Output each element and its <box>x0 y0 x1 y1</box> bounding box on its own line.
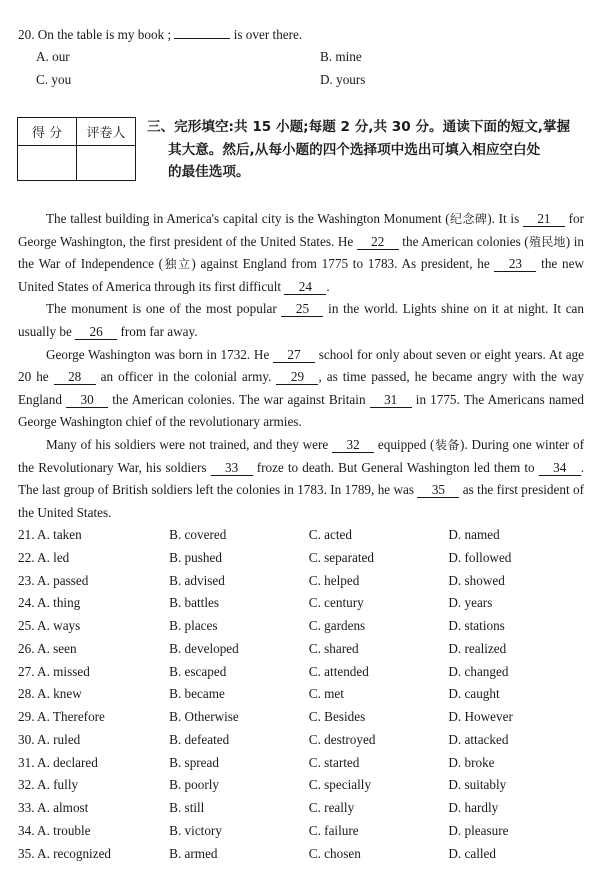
passage-text: from far away. <box>117 323 198 339</box>
options-row <box>18 69 588 91</box>
passage-text: the American colonies. The war against Britain <box>108 391 370 407</box>
option-d[interactable]: D. yours <box>320 72 366 87</box>
instruction-line: 其大意。然后,从每小题的四个选择项中选出可填入相应空白处 <box>168 141 541 158</box>
answer-option-b[interactable]: B. armed <box>169 845 218 861</box>
passage-paragraph <box>18 344 584 434</box>
answer-row <box>18 524 588 547</box>
answer-row <box>18 820 588 843</box>
blank-34[interactable]: 34 <box>539 460 581 476</box>
answer-row <box>18 729 588 752</box>
answer-option-a[interactable]: 34. A. trouble <box>18 822 91 838</box>
answer-option-d[interactable]: D. named <box>448 527 500 542</box>
passage-text: ) in the War of Independence ( <box>18 233 584 272</box>
passage-text: in the world. Lights shine on it at night. It can usually be <box>18 301 585 339</box>
grader-field[interactable] <box>77 146 136 181</box>
blank-24[interactable]: 24 <box>284 279 326 295</box>
grader-label: 评卷人 <box>77 118 136 146</box>
passage-text: froze to death. But General Washington led them to <box>252 459 539 475</box>
answer-row <box>18 843 588 866</box>
answer-option-c[interactable]: C. failure <box>308 822 359 838</box>
answer-option-b[interactable]: B. places <box>169 618 218 633</box>
answer-option-d[interactable]: D. years <box>448 595 493 611</box>
answer-option-a[interactable]: 24. A. thing <box>18 595 81 611</box>
stem-text: is over there. <box>233 27 303 42</box>
answer-option-a[interactable]: 21. A. taken <box>18 527 82 542</box>
answer-option-c[interactable]: C. shared <box>308 640 359 656</box>
passage-text: George Washington was born in 1732. He <box>46 346 274 362</box>
cloze-passage <box>18 208 584 524</box>
blank-26[interactable]: 26 <box>75 324 117 340</box>
question-20 <box>18 24 588 91</box>
blank-27[interactable]: 27 <box>273 347 315 363</box>
answer-option-d[interactable]: D. suitably <box>448 777 507 793</box>
answer-option-b[interactable]: B. covered <box>169 527 227 542</box>
answer-option-d[interactable]: D. stations <box>448 618 505 633</box>
answer-option-a[interactable]: 28. A. knew <box>18 686 82 702</box>
answer-option-d[interactable]: D. followed <box>448 549 512 565</box>
passage-text: ). It is <box>487 211 523 226</box>
answer-option-d[interactable]: D. attacked <box>448 731 509 747</box>
passage-text: equipped ( <box>374 436 435 452</box>
answer-option-b[interactable]: B. Otherwise <box>169 709 239 724</box>
options-row <box>18 46 588 68</box>
passage-paragraph <box>18 434 584 524</box>
answer-option-c[interactable]: C. specially <box>308 777 372 793</box>
answer-option-d[interactable]: D. showed <box>448 572 505 588</box>
passage-text: in 1775. The Americans named George Washington chief of the revolutionary armies. <box>18 391 584 430</box>
passage-paragraph <box>18 208 584 298</box>
answer-row <box>18 683 588 706</box>
score-box <box>17 117 136 181</box>
blank-22[interactable]: 22 <box>357 234 399 250</box>
section-instructions <box>147 116 587 184</box>
answer-blank[interactable] <box>174 24 230 39</box>
passage-text: . The last group of British soldiers left the colonies in 1783. In 1789, he was <box>18 459 584 498</box>
answer-option-d[interactable]: D. called <box>448 845 496 861</box>
answer-option-c[interactable]: C. Besides <box>308 709 366 724</box>
chinese-gloss: 纪念碑 <box>449 212 488 226</box>
answer-option-d[interactable]: D. changed <box>448 663 509 679</box>
answer-option-c[interactable]: C. helped <box>308 572 360 588</box>
answer-option-b[interactable]: B. became <box>169 686 225 702</box>
passage-text: The monument is one of the most popular <box>46 301 282 317</box>
answer-option-b[interactable]: B. poorly <box>169 777 219 793</box>
answer-option-c[interactable]: C. met <box>308 686 344 702</box>
answer-option-c[interactable]: C. really <box>308 800 355 815</box>
option-c[interactable]: C. you <box>36 72 72 87</box>
passage-text: an officer in the colonial army. <box>95 369 277 385</box>
answer-option-d[interactable]: D. broke <box>448 754 495 770</box>
answer-option-a[interactable]: 23. A. passed <box>18 572 89 588</box>
answer-option-b[interactable]: B. victory <box>169 822 222 838</box>
blank-32[interactable]: 32 <box>332 437 374 453</box>
stem-text: On the table is my book ; <box>37 27 172 42</box>
answer-option-a[interactable]: 33. A. almost <box>18 800 89 815</box>
blank-23[interactable]: 23 <box>494 256 536 272</box>
blank-28[interactable]: 28 <box>54 369 96 385</box>
answer-option-b[interactable]: B. still <box>169 800 205 815</box>
answer-option-b[interactable]: B. pushed <box>169 549 222 565</box>
answer-row <box>18 752 588 775</box>
option-a[interactable]: A. our <box>36 49 70 64</box>
answer-option-b[interactable]: B. escaped <box>169 663 227 679</box>
blank-21[interactable]: 21 <box>523 211 565 227</box>
passage-text: ). During one winter of the Revolutionary War, his soldiers <box>18 436 585 475</box>
answer-row <box>18 638 588 661</box>
answer-option-c[interactable]: C. separated <box>308 549 374 565</box>
blank-29[interactable]: 29 <box>276 369 318 385</box>
answer-option-a[interactable]: 26. A. seen <box>18 640 77 656</box>
passage-text: school for only about seven or eight years. At age 20 he <box>18 346 584 385</box>
answer-option-c[interactable]: C. started <box>308 754 360 770</box>
blank-25[interactable]: 25 <box>281 301 323 317</box>
passage-text: . <box>326 278 330 294</box>
passage-text: for George Washington, the first president of the United States. He <box>18 211 584 249</box>
answer-row <box>18 570 588 593</box>
answer-option-d[interactable]: D. realized <box>448 640 507 656</box>
answer-option-c[interactable]: C. gardens <box>308 618 366 633</box>
answer-option-b[interactable]: B. spread <box>169 754 219 770</box>
answer-option-c[interactable]: C. century <box>308 595 364 611</box>
answer-option-b[interactable]: B. defeated <box>169 731 230 747</box>
question-number: 20. <box>18 27 35 42</box>
answer-option-d[interactable]: D. hardly <box>448 800 499 815</box>
option-b[interactable]: B. mine <box>320 49 362 64</box>
answer-row <box>18 774 588 797</box>
answer-option-c[interactable]: C. acted <box>308 527 352 542</box>
instruction-line: 三、完形填空:共 15 小题;每题 2 分,共 30 分。通读下面的短文,掌握 <box>147 119 571 135</box>
answer-option-c[interactable]: C. destroyed <box>308 731 376 747</box>
score-label: 得 分 <box>18 118 77 146</box>
answer-option-a[interactable]: 31. A. declared <box>18 754 98 770</box>
answer-option-d[interactable]: D. However <box>448 709 513 724</box>
answer-option-a[interactable]: 29. A. Therefore <box>18 709 105 724</box>
answer-row <box>18 547 588 570</box>
answer-option-d[interactable]: D. caught <box>448 686 500 702</box>
passage-paragraph <box>18 298 584 343</box>
chinese-gloss: 装备 <box>434 437 460 452</box>
answer-option-c[interactable]: C. attended <box>308 663 369 679</box>
answer-option-d[interactable]: D. pleasure <box>448 822 509 838</box>
answer-row <box>18 706 588 729</box>
answer-row <box>18 615 588 638</box>
answer-option-b[interactable]: B. developed <box>169 640 239 656</box>
answer-option-a[interactable]: 35. A. recognized <box>18 845 112 861</box>
blank-31[interactable]: 31 <box>370 392 412 408</box>
chinese-gloss: 殖民地 <box>528 234 566 249</box>
answer-option-a[interactable]: 30. A. ruled <box>18 731 81 747</box>
answer-option-a[interactable]: 22. A. led <box>18 549 70 565</box>
blank-30[interactable]: 30 <box>66 392 108 408</box>
blank-35[interactable]: 35 <box>417 482 459 498</box>
passage-text: ) against England from 1775 to 1783. As president, he <box>191 256 495 272</box>
answer-option-b[interactable]: B. battles <box>169 595 219 611</box>
answer-row <box>18 797 588 820</box>
question-20-stem <box>18 24 588 45</box>
passage-text: , as time passed, he became angry with the way England <box>18 369 584 407</box>
answer-options-list <box>18 524 588 865</box>
passage-text: Many of his soldiers were not trained, and they were <box>46 436 333 452</box>
answer-option-a[interactable]: 27. A. missed <box>18 663 90 679</box>
answer-option-b[interactable]: B. advised <box>169 572 225 588</box>
passage-text: as the first president of the United States. <box>18 482 584 520</box>
answer-option-a[interactable]: 32. A. fully <box>18 777 79 793</box>
passage-text: the new United States of America through its first difficult <box>18 256 584 294</box>
answer-option-a[interactable]: 25. A. ways <box>18 618 81 633</box>
score-field[interactable] <box>18 146 77 181</box>
answer-row <box>18 592 588 615</box>
answer-option-c[interactable]: C. chosen <box>308 845 361 861</box>
passage-text: the American colonies ( <box>398 233 529 249</box>
answer-row <box>18 661 588 684</box>
passage-text: The tallest building in America's capital city is the Washington Monument ( <box>46 211 450 226</box>
instruction-line: 的最佳选项。 <box>168 164 250 180</box>
blank-33[interactable]: 33 <box>211 460 253 476</box>
chinese-gloss: 独立 <box>163 257 192 272</box>
